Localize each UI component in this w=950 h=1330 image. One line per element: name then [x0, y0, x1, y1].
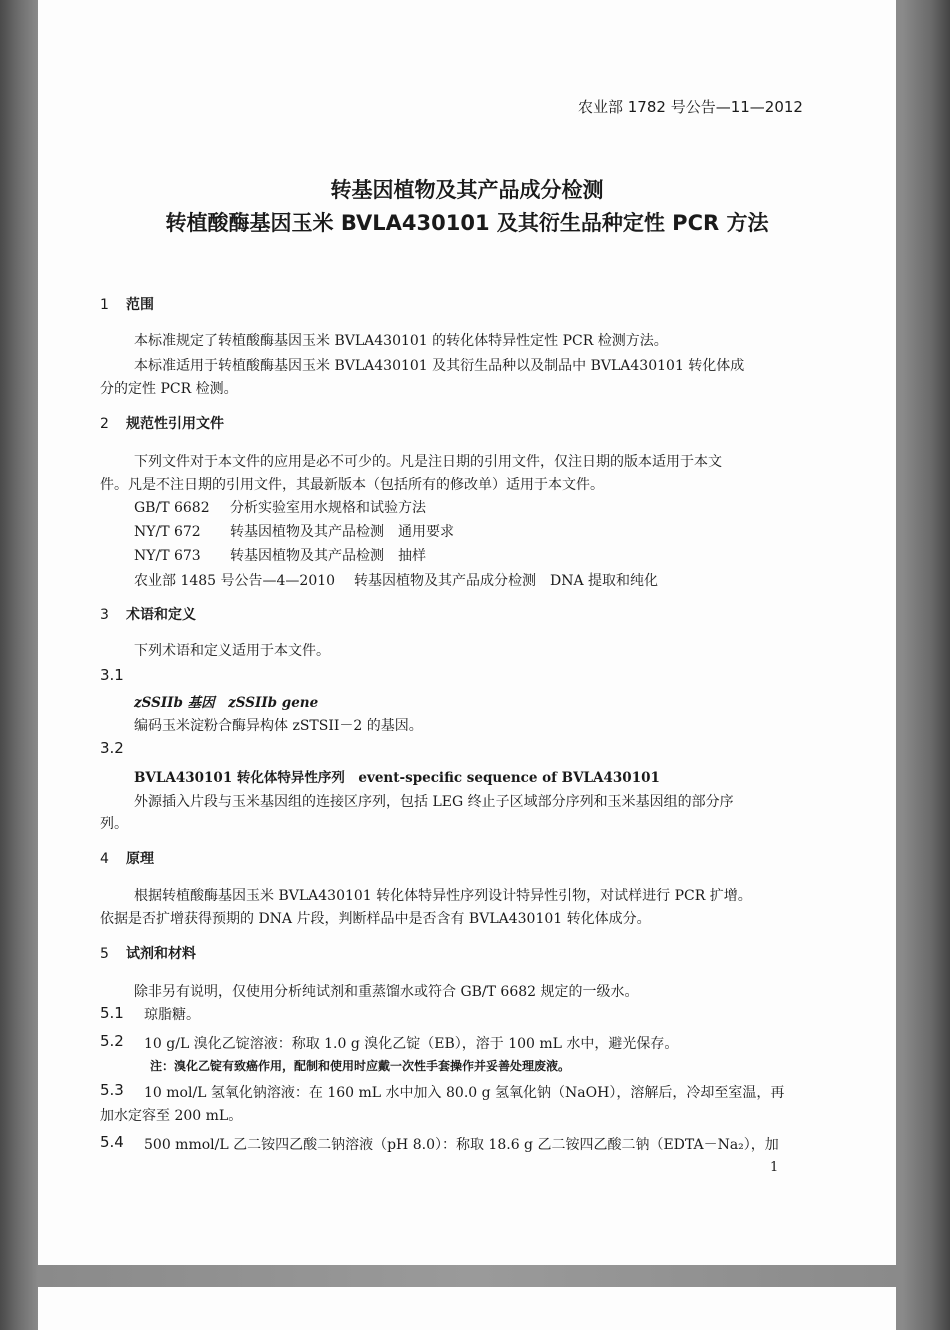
paragraph-continuation: 分的定性 PCR 检测。	[100, 381, 238, 397]
reference-code: 农业部 1485 号公告—4—2010	[134, 573, 336, 589]
section-3-heading	[100, 604, 196, 624]
paragraph-continuation: 列。	[100, 816, 128, 832]
item-number: 5.4	[100, 1133, 124, 1151]
reference-title: 转基因植物及其产品检测 通用要求	[230, 524, 454, 540]
section-title: 原理	[126, 851, 154, 867]
item-text: 琼脂糖。	[144, 1007, 200, 1023]
section-title: 规范性引用文件	[126, 416, 224, 432]
reference-item	[134, 521, 454, 541]
title-line-1: 转基因植物及其产品成分检测	[330, 178, 604, 202]
term-heading: zSSIIb 基因 zSSIIb gene	[134, 695, 319, 711]
paragraph: 本标准规定了转植酸酶基因玉米 BVLA430101 的转化体特异性定性 PCR 检测方法。	[134, 333, 668, 349]
section-number: 5	[100, 946, 109, 962]
item-text: 10 g/L 溴化乙锭溶液：称取 1.0 g 溴化乙锭（EB），溶于 100 mL 水中，避光保存。	[144, 1036, 679, 1052]
paragraph: 本标准适用于转植酸酶基因玉米 BVLA430101 及其衍生品种以及制品中 BVLA430101 转化体成	[134, 358, 745, 374]
next-page-edge	[38, 1287, 896, 1330]
section-5-heading	[100, 943, 196, 963]
paragraph: 除非另有说明，仅使用分析纯试剂和重蒸馏水或符合 GB/T 6682 规定的一级水。	[134, 984, 639, 1000]
item-number: 5.3	[100, 1081, 124, 1099]
item-number: 5.2	[100, 1032, 124, 1050]
section-title: 范围	[126, 297, 154, 313]
item-number: 5.1	[100, 1004, 124, 1022]
section-number: 4	[100, 851, 109, 867]
reference-code: NY/T 673	[134, 548, 201, 564]
paragraph-continuation: 件。凡是不注日期的引用文件，其最新版本（包括所有的修改单）适用于本文件。	[100, 477, 604, 493]
paragraph: 根据转植酸酶基因玉米 BVLA430101 转化体特异性序列设计特异性引物，对试样进行 PCR 扩增。	[134, 888, 752, 904]
term-definition: 外源插入片段与玉米基因组的连接区序列，包括 LEG 终止子区域部分序列和玉米基因组的部分序	[134, 794, 734, 810]
section-title: 试剂和材料	[126, 946, 196, 962]
reference-code: NY/T 672	[134, 524, 201, 540]
section-title: 术语和定义	[126, 607, 196, 623]
reference-code: GB/T 6682	[134, 500, 210, 516]
note: 注：溴化乙锭有致癌作用，配制和使用时应戴一次性手套操作并妥善处理废液。	[150, 1059, 571, 1073]
paragraph-continuation: 依据是否扩增获得预期的 DNA 片段，判断样品中是否含有 BVLA430101 转化体成分。	[100, 911, 651, 927]
paragraph: 下列文件对于本文件的应用是必不可少的。凡是注日期的引用文件，仅注日期的版本适用于本文	[134, 454, 722, 470]
section-4-heading	[100, 848, 154, 868]
title-line-2: 转植酸酶基因玉米 BVLA430101 及其衍生品种定性 PCR 方法	[165, 211, 769, 235]
term-heading: BVLA430101 转化体特异性序列 event-specific sequence of BVLA430101	[134, 770, 660, 786]
section-2-heading	[100, 413, 224, 433]
reference-item	[134, 570, 658, 590]
item-text: 10 mol/L 氢氧化钠溶液：在 160 mL 水中加入 80.0 g 氢氧化钠（NaOH），溶解后，冷却至室温，再	[144, 1085, 785, 1101]
item-text: 500 mmol/L 乙二铵四乙酸二钠溶液（pH 8.0）：称取 18.6 g 乙二铵四乙酸二钠（EDTA－Na₂），加	[144, 1137, 779, 1153]
term-definition: 编码玉米淀粉合酶异构体 zSTSII－2 的基因。	[134, 718, 423, 734]
reference-item	[134, 497, 426, 517]
reference-title: 转基因植物及其产品成分检测 DNA 提取和纯化	[354, 573, 659, 589]
reference-title: 分析实验室用水规格和试验方法	[230, 500, 426, 516]
subsection-number: 3.2	[100, 739, 124, 757]
paragraph: 下列术语和定义适用于本文件。	[134, 643, 330, 659]
page-number: 1	[770, 1160, 779, 1175]
section-number: 2	[100, 416, 109, 432]
paragraph-continuation: 加水定容至 200 mL。	[100, 1108, 243, 1124]
section-number: 3	[100, 607, 109, 623]
section-1-heading	[100, 294, 154, 314]
reference-title: 转基因植物及其产品检测 抽样	[230, 548, 426, 564]
reference-item	[134, 545, 426, 565]
section-number: 1	[100, 297, 109, 313]
subsection-number: 3.1	[100, 666, 124, 684]
document-number: 农业部 1782 号公告—11—2012	[578, 98, 803, 116]
document-page	[38, 0, 896, 1265]
